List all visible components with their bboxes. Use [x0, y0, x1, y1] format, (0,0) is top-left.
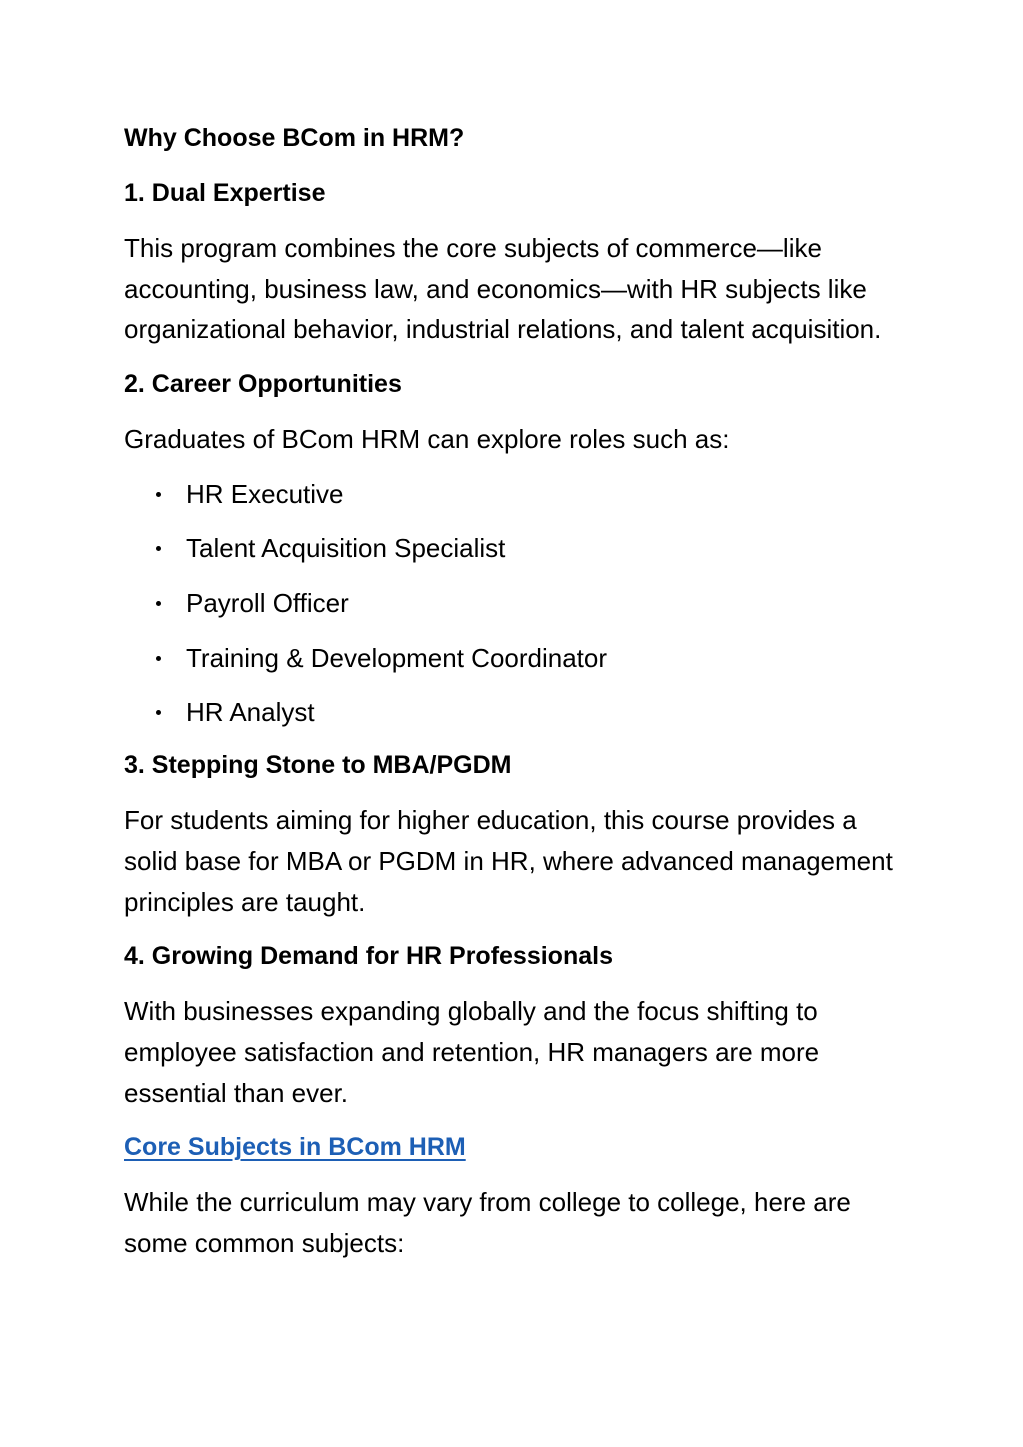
- document-page: [124, 118, 914, 1278]
- list-item-label: Talent Acquisition Specialist: [186, 533, 506, 564]
- list-item: [124, 638, 914, 678]
- list-item-label: HR Executive: [186, 478, 344, 509]
- list-item: [124, 692, 914, 732]
- section-body-stepping-stone: For students aiming for higher education, this course provides a solid base for MBA or PGDM in HR, where advanced management principles are taught.: [124, 805, 893, 917]
- career-roles-list: [124, 474, 914, 732]
- list-item-label: HR Analyst: [186, 697, 315, 728]
- section-body-growing-demand: With businesses expanding globally and the focus shifting to employee satisfaction and retention, HR managers are more essential than ever.: [124, 996, 820, 1108]
- bullet-icon: [156, 710, 161, 715]
- list-item: [124, 528, 914, 568]
- core-subjects-link[interactable]: Core Subjects in BCom HRM: [124, 1133, 466, 1162]
- list-item: [124, 583, 914, 623]
- section-heading-career-opportunities: 2. Career Opportunities: [124, 370, 402, 399]
- core-subjects-heading: [124, 1127, 914, 1168]
- bullet-icon: [156, 492, 161, 497]
- list-item-label: Payroll Officer: [186, 588, 349, 618]
- section-heading-stepping-stone: 3. Stepping Stone to MBA/PGDM: [124, 751, 512, 780]
- section-heading-dual-expertise: 1. Dual Expertise: [124, 179, 326, 207]
- closing-text: While the curriculum may vary from college to college, here are some common subjects:: [124, 1187, 851, 1259]
- document-title: Why Choose BCom in HRM?: [124, 124, 465, 152]
- list-item-label: Training & Development Coordinator: [186, 642, 608, 673]
- bullet-icon: [156, 601, 161, 606]
- section-heading-growing-demand: 4. Growing Demand for HR Professionals: [124, 942, 613, 971]
- bullet-icon: [156, 546, 161, 551]
- list-item: [124, 474, 914, 514]
- section-body-career-opportunities: Graduates of BCom HRM can explore roles such as:: [124, 424, 730, 455]
- section-body-dual-expertise: This program combines the core subjects of commerce—like accounting, business law, and economics—with HR subjects like organizational behavior, industrial relations, and talent acquisition.: [124, 233, 882, 345]
- bullet-icon: [156, 656, 161, 661]
